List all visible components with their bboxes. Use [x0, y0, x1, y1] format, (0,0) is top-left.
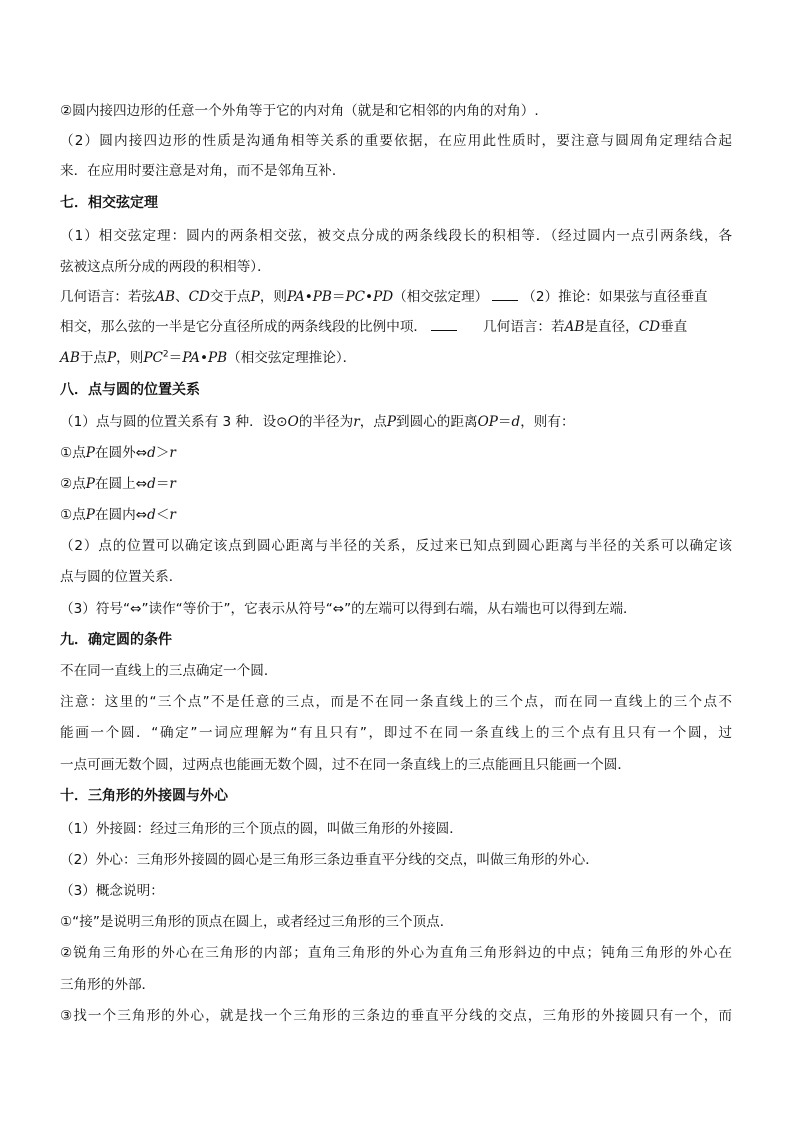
geometry-statement: 几何语言：若弦AB、CD交于点P，则PA•PB＝PC•PD（相交弦定理） （2）推论：如果弦与直径垂直: [60, 289, 708, 305]
section-heading-7: 七．相交弦定理: [60, 195, 158, 211]
paragraph-line: 三角形的外部．: [60, 977, 156, 993]
list-item: ①点P在圆外⇔d＞r: [60, 445, 176, 461]
paragraph-line: 能画一个圆．“确定”一词应理解为“有且只有”，即过不在同一条直线上的三个点有且只有一个圆，过: [60, 725, 732, 741]
paragraph-line: （2）外心：三角形外接圆的圆心是三角形三条边垂直平分线的交点，叫做三角形的外心．: [60, 852, 599, 868]
paragraph-line: ②圆内接四边形的任意一个外角等于它的内对角（就是和它相邻的内角的对角）.: [60, 103, 539, 119]
paragraph-line: 点与圆的位置关系．: [60, 569, 183, 585]
section-heading-9: 九．确定圆的条件: [60, 632, 172, 648]
paragraph-line: （1）相交弦定理：圆内的两条相交弦，被交点分成的两条线段长的积相等．（经过圆内一点引两条线，各: [60, 228, 732, 244]
list-item: ②点P在圆上⇔d＝r: [60, 476, 176, 492]
paragraph-line: 一点可画无数个圆，过两点也能画无数个圆，过不在同一条直线上的三点能画且只能画一个圆．: [60, 757, 631, 773]
paragraph-line: 不在同一直线上的三点确定一个圆．: [60, 663, 278, 679]
paragraph-line: 弦被这点所分成的两段的积相等）．: [60, 259, 271, 275]
paragraph-line: （1）点与圆的位置关系有 3 种．设⊙O的半径为r，点P到圆心的距离OP＝d，则有：: [60, 414, 575, 430]
paragraph-line: （1）外接圆：经过三角形的三个顶点的圆，叫做三角形的外接圆．: [60, 821, 463, 837]
list-item: ③找一个三角形的外心，就是找一个三角形的三条边的垂直平分线的交点，三角形的外接圆只有一个，而: [60, 1008, 732, 1024]
paragraph-line: 注意：这里的“三个点”不是任意的三点，而是不在同一条直线上的三个点，而在同一直线上的三个点不: [60, 694, 732, 710]
section-heading-8: 八．点与圆的位置关系: [60, 382, 200, 398]
paragraph-line: （2）点的位置可以确定该点到圆心距离与半径的关系，反过来已知点到圆心距离与半径的关系可以确定该: [60, 538, 732, 554]
section-heading-10: 十．三角形的外接圆与外心: [60, 788, 228, 804]
list-item: ①点P在圆内⇔d＜r: [60, 507, 176, 523]
geometry-statement: AB于点P，则$PC^2=PA•PB$（相交弦定理推论）．: [60, 349, 357, 366]
paragraph-line: 来．在应用时要注意是对角，而不是邻角互补．: [60, 163, 346, 179]
geometry-statement: 相交，那么弦的一半是它分直径所成的两条线段的比例中项． 几何语言：若AB是直径，CD垂直: [60, 319, 688, 335]
list-item: ①“接”是说明三角形的顶点在圆上，或者经过三角形的三个顶点．: [60, 914, 454, 930]
answer-blank: [431, 319, 457, 331]
paragraph-line: （3）符号“⇔”读作“等价于”，它表示从符号“⇔”的左端可以得到右端，从右端也可以得到左端．: [60, 601, 637, 617]
paragraph-line: （3）概念说明：: [60, 883, 164, 899]
answer-blank: [492, 289, 518, 301]
paragraph-line: （2）圆内接四边形的性质是沟通角相等关系的重要依据，在应用此性质时，要注意与圆周角定理结合起: [60, 133, 732, 149]
list-item: ②锐角三角形的外心在三角形的内部；直角三角形的外心为直角三角形斜边的中点；钝角三角形的外心在: [60, 945, 732, 961]
